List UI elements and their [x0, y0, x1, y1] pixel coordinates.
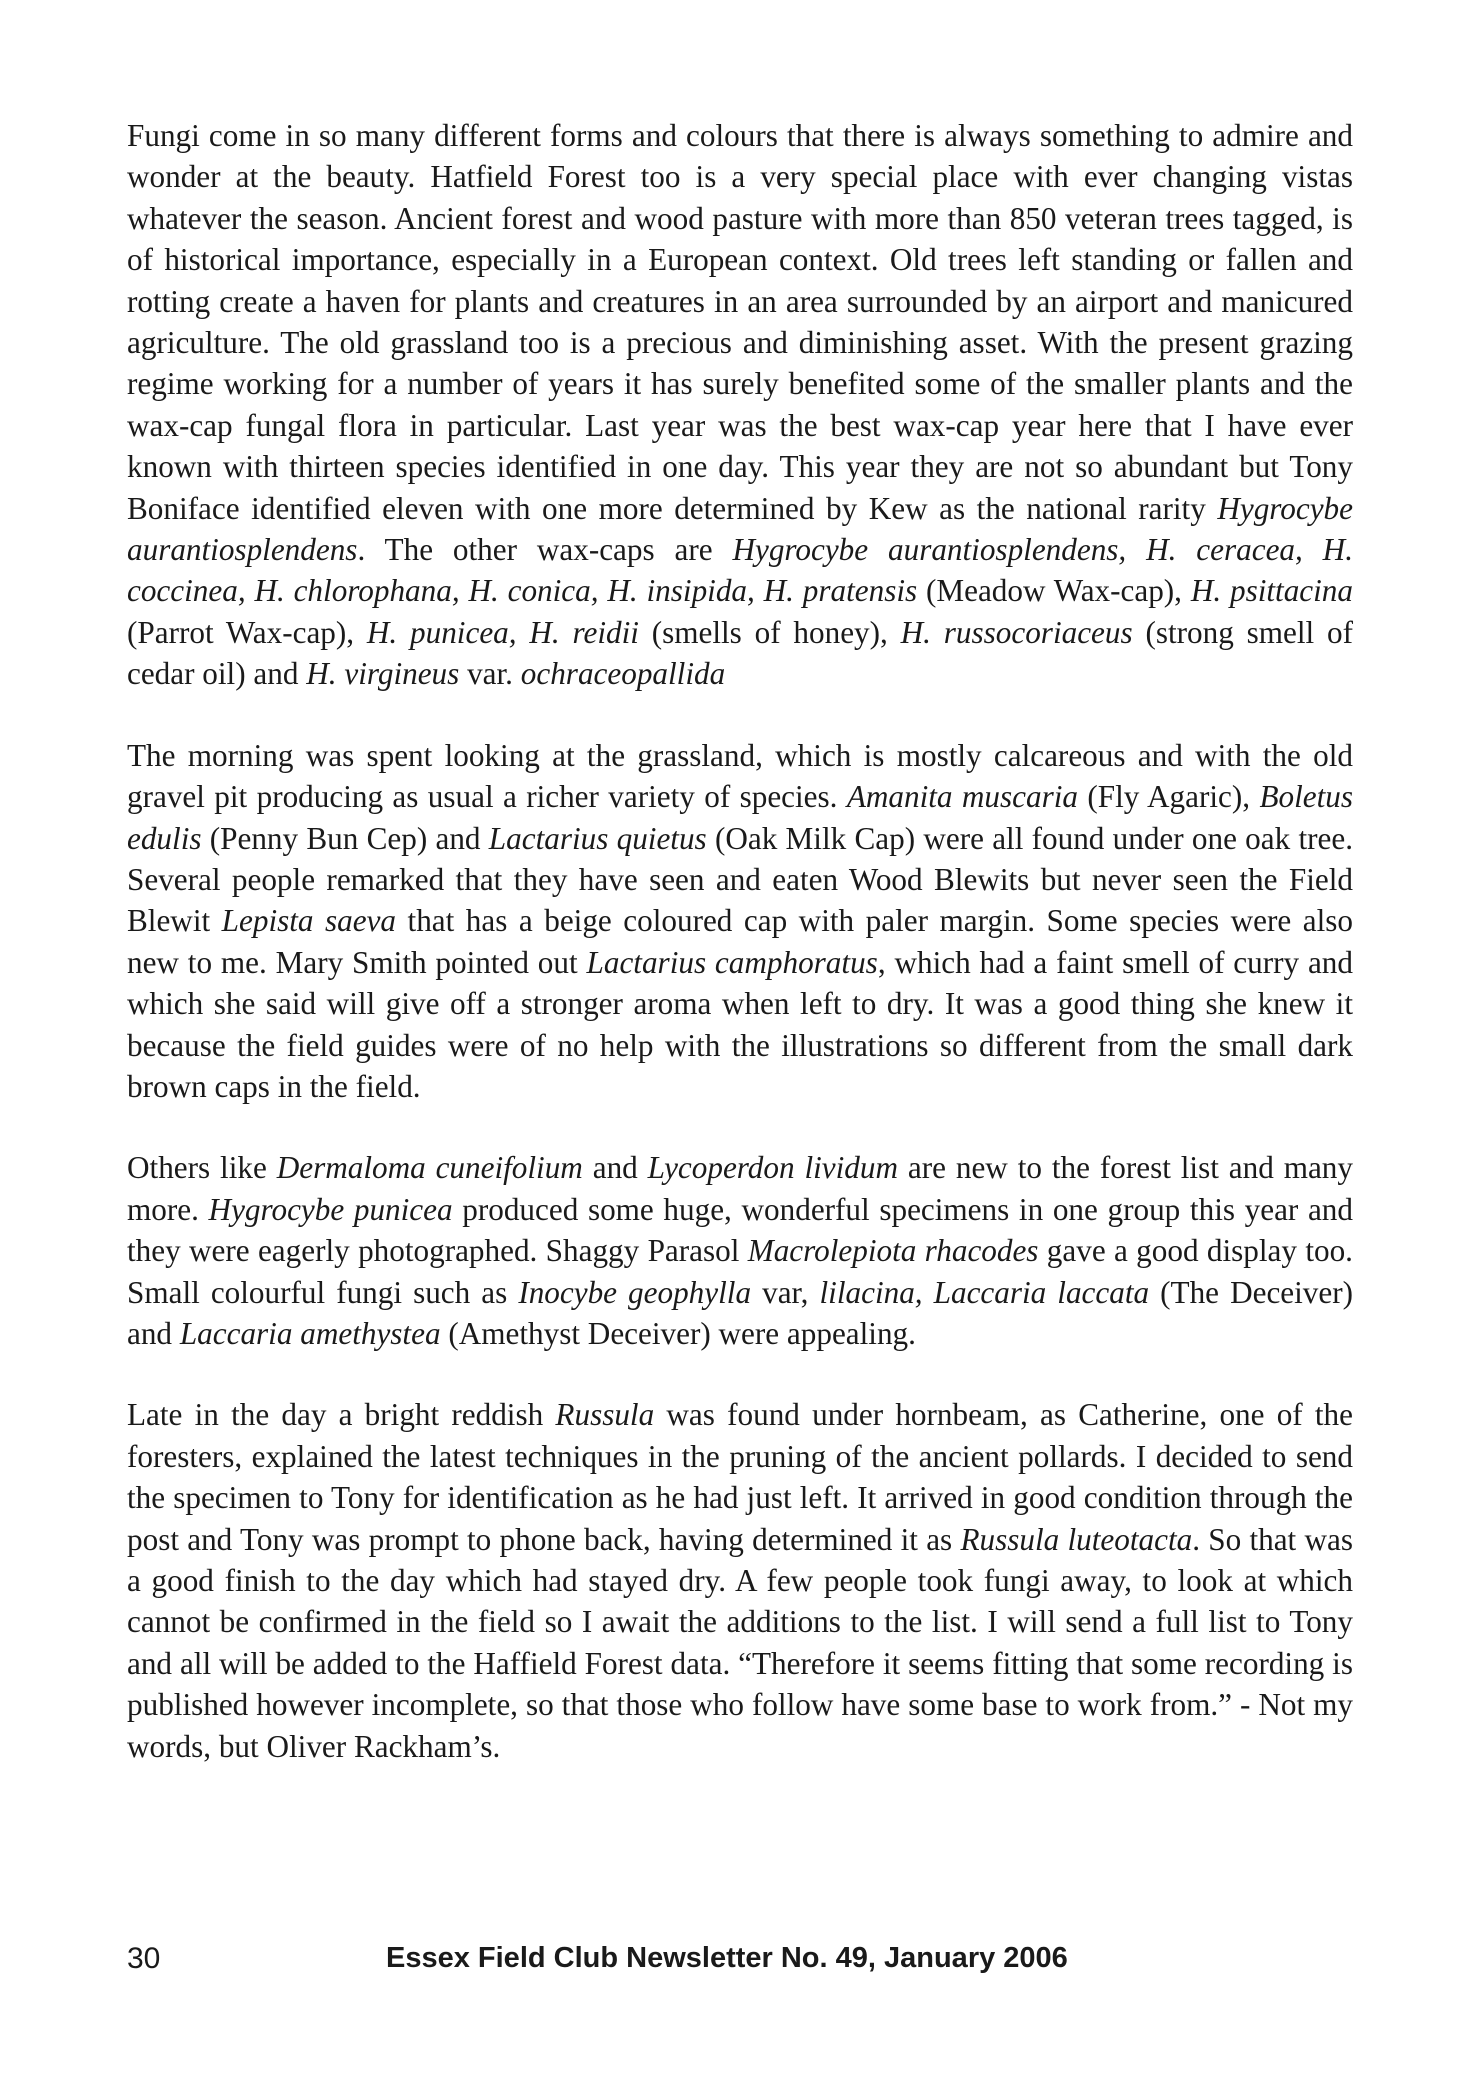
- text-run: , which had a faint smell of curry and which she said will give off a stronger aroma when left to dry. It was a good thing she knew it because the field guides were of no help with the illustrations so different from the small dark brown caps in the field.: [127, 944, 1353, 1104]
- text-run: produced some huge, wonderful specimens in one group this year and they were eagerly photographed. Shaggy Parasol: [127, 1191, 1353, 1269]
- text-run: (Penny Bun Cep) and: [201, 820, 489, 856]
- paragraph: [127, 1147, 1353, 1354]
- text-run: (Oak Milk Cap) were all found under one oak tree. Several people remarked that they have seen and eaten Wood Blewits but never seen the Field Blewit: [127, 820, 1353, 939]
- species-name: H. psittacina: [1190, 573, 1353, 609]
- species-name: Hygrocybe aurantiosplendens: [127, 490, 1353, 568]
- page-number: 30: [127, 1942, 161, 1975]
- publication-title: Essex Field Club Newsletter No. 49, January 2006: [386, 1942, 1068, 1974]
- paragraph: [127, 735, 1353, 1108]
- text-run: Late in the day a bright reddish: [127, 1397, 556, 1433]
- species-name: Hygrocybe aurantiosplendens, H. ceracea, H. coccinea, H. chlorophana, H. conica, H. insipida, H. pratensis: [127, 532, 1353, 609]
- species-name: ochraceopallida: [520, 656, 726, 692]
- text-run: (smells of honey),: [638, 614, 901, 650]
- text-run: was found under hornbeam, as Catherine, one of the foresters, explained the latest techniques in the pruning of the ancient pollards. I decided to send the specimen to Tony for identification as he had just left. It arrived in good condition through the post and Tony was prompt to phone back, having determined it as: [127, 1397, 1353, 1557]
- species-name: Hygrocybe punicea: [208, 1191, 453, 1227]
- species-name: Lactarius quietus: [488, 820, 707, 856]
- text-run: (Meadow Wax-cap),: [917, 573, 1191, 609]
- species-name: lilacina, Laccaria laccata: [819, 1274, 1150, 1310]
- text-run: The morning was spent looking at the grassland, which is mostly calcareous and with the old gravel pit producing as usual a richer variety of species.: [127, 737, 1353, 815]
- species-name: H. russocoriaceus: [900, 614, 1133, 650]
- paragraph: [127, 115, 1353, 695]
- species-name: Lycoperdon lividum: [647, 1150, 899, 1186]
- species-name: Laccaria amethystea: [179, 1315, 441, 1351]
- species-name: Lactarius camphoratus: [586, 944, 878, 980]
- text-run: (strong smell of cedar oil) and: [127, 614, 1353, 692]
- paragraph: [127, 1394, 1353, 1767]
- species-name: Amanita muscaria: [846, 779, 1078, 815]
- text-run: that has a beige coloured cap with paler margin. Some species were also new to me. Mary Smith pointed out: [127, 903, 1353, 980]
- text-run: Fungi come in so many different forms and colours that there is always something to admire and wonder at the beauty. Hatfield Forest too is a very special place with ever changing vistas whatever the season. Ancient forest and wood pasture with more than 850 veteran trees tagged, is of historical importance, especially in a European context. Old trees left standing or fallen and rotting create a haven for plants and creatures in an area surrounded by an airport and manicured agriculture. The old grassland too is a precious and diminishing asset. With the present grazing regime working for a number of years it has surely benefited some of the smaller plants and the wax-cap fungal flora in particular. Last year was the best wax-cap year here that I have ever known with thirteen species identified in one day. This year they are not so abundant but Tony Boniface identified eleven with one more determined by Kew as the national rarity: [127, 118, 1353, 526]
- text-run: and: [582, 1150, 648, 1186]
- text-run: Others like: [127, 1150, 277, 1186]
- text-run: (Parrot Wax-cap),: [127, 614, 367, 650]
- text-run: gave a good display too. Small colourful fungi such as: [127, 1233, 1353, 1310]
- text-run: (Amethyst Deceiver) were appealing.: [440, 1315, 916, 1351]
- species-name: H. virgineus: [306, 656, 460, 692]
- species-name: Russula: [555, 1397, 655, 1433]
- species-name: Boletus edulis: [127, 779, 1353, 856]
- text-run: var,: [751, 1274, 820, 1310]
- page-footer: [127, 1942, 1353, 1986]
- species-name: Lepista saeva: [221, 903, 397, 939]
- text-run: . The other wax-caps are: [357, 532, 733, 568]
- species-name: Russula luteotacta: [960, 1521, 1193, 1557]
- species-name: Macrolepiota rhacodes: [747, 1233, 1039, 1269]
- text-run: . So that was a good finish to the day which had stayed dry. A few people took fungi away, to look at which cannot be confirmed in the field so I await the additions to the list. I will send a full list to Tony and all will be added to the Haffield Forest data. “Therefore it seems fitting that some recording is published however incomplete, so that those who follow have some base to work from.” - Not my words, but Oliver Rackham’s.: [127, 1521, 1353, 1764]
- text-run: (Fly Agaric),: [1078, 779, 1260, 815]
- species-name: Inocybe geophylla: [518, 1274, 752, 1310]
- species-name: Dermaloma cuneifolium: [276, 1150, 583, 1186]
- species-name: H. punicea, H. reidii: [366, 614, 639, 650]
- text-run: var.: [459, 656, 521, 692]
- text-run: (The Deceiver) and: [127, 1274, 1353, 1351]
- text-run: are new to the forest list and many more.: [127, 1150, 1353, 1227]
- article-body: [127, 115, 1353, 1807]
